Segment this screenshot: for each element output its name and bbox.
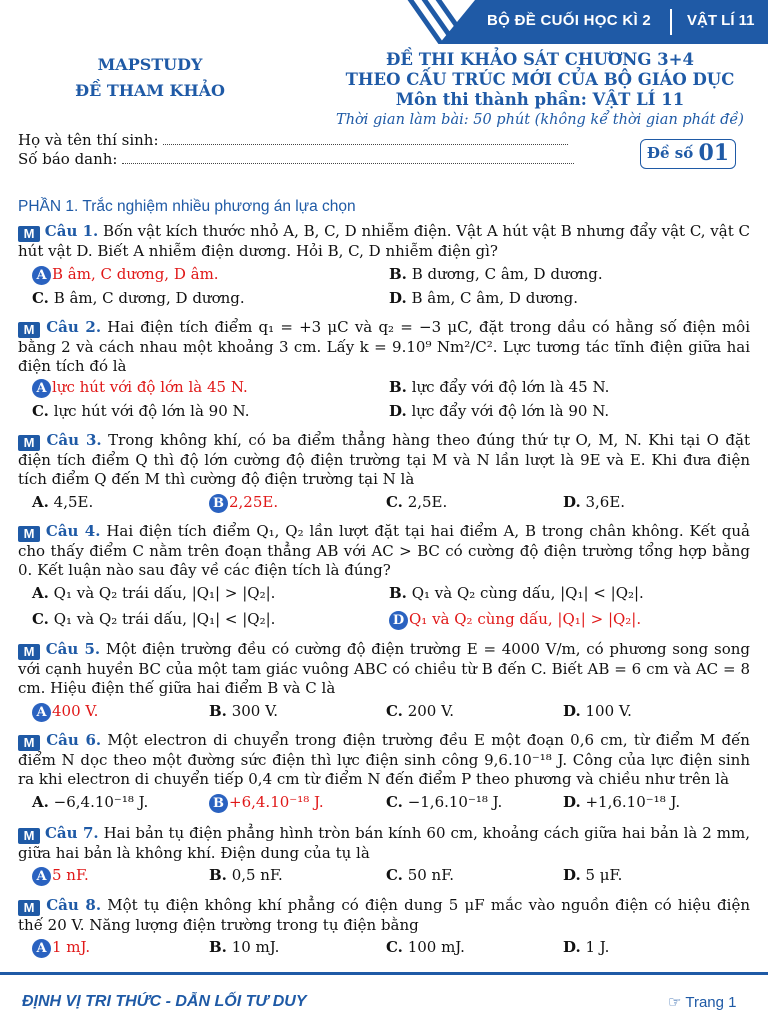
candidate-name-label: Họ và tên thí sinh: bbox=[18, 131, 159, 149]
page-indicator bbox=[668, 993, 737, 1011]
question-text: Hai điện tích điểm q₁ = +3 μC và q₂ = −3 μC, đặt trong dầu có hằng số điện môi bằng 2 và cách nhau một khoảng 3 cm. Lấy k = 9.10⁹ Nm²/C². Lực tương tác tĩnh điện giữa hai điện tích đó là bbox=[18, 318, 750, 375]
mapstudy-logo-icon: M bbox=[18, 900, 40, 916]
exam-title-block bbox=[320, 50, 760, 130]
option-c[interactable]: C. 2,5E. bbox=[386, 493, 448, 511]
candidate-id-field bbox=[18, 150, 574, 168]
option-d[interactable]: D. lực đẩy với độ lớn là 90 N. bbox=[389, 402, 610, 420]
option-d[interactable]: D. +1,6.10⁻¹⁸ J. bbox=[563, 793, 681, 811]
option-a[interactable]: A 5 nF. bbox=[32, 866, 89, 886]
question bbox=[18, 318, 750, 376]
answer-circle-icon: A bbox=[32, 703, 51, 722]
answer-circle-icon: A bbox=[32, 939, 51, 958]
option-d[interactable]: D. 1 J. bbox=[563, 938, 610, 956]
org-block bbox=[60, 52, 240, 104]
org-name: MAPSTUDY bbox=[97, 55, 203, 74]
question-text: Một electron di chuyển trong điện trường đều E một đoạn 0,6 cm, từ điểm M đến điểm N dọc theo một đường sức điện thì lực điện sinh công 9,6.10⁻¹⁸ J. Công của lực điện sinh ra khi electron di chuyển tiếp 0,4 cm từ điểm N đến điểm P theo phương và chiều như trên là bbox=[18, 731, 750, 788]
question bbox=[18, 731, 750, 789]
option-b[interactable]: B. B dương, C âm, D dương. bbox=[389, 265, 603, 283]
question-number: Câu 1. bbox=[44, 222, 99, 240]
exam-time: Thời gian làm bài: 50 phút (không kể thời gian phát đề) bbox=[336, 112, 744, 128]
banner-divider bbox=[670, 9, 672, 35]
question-number: Câu 6. bbox=[46, 731, 102, 749]
answer-circle-icon: B bbox=[209, 494, 228, 513]
option-b[interactable]: B. lực đẩy với độ lớn là 45 N. bbox=[389, 378, 610, 396]
option-b[interactable]: B +6,4.10⁻¹⁸ J. bbox=[209, 793, 324, 813]
exam-number-box bbox=[640, 139, 736, 169]
question-number: Câu 3. bbox=[46, 431, 102, 449]
question-text: Một điện trường đều có cường độ điện trường E = 4000 V/m, có phương song song với cạnh huyền BC của một tam giác vuông ABC có chiều từ B đến C. Biết AB = 6 cm và AC = 8 cm. Hiệu điện thế giữa hai điểm B và C là bbox=[18, 640, 750, 697]
question bbox=[18, 431, 750, 489]
option-d[interactable]: D. B âm, C âm, D dương. bbox=[389, 289, 579, 307]
question-number: Câu 8. bbox=[46, 896, 102, 914]
option-c[interactable]: C. B âm, C dương, D dương. bbox=[32, 289, 245, 307]
answer-circle-icon: D bbox=[389, 611, 408, 630]
option-a[interactable]: A B âm, C dương, D âm. bbox=[32, 265, 219, 285]
page-footer bbox=[0, 972, 768, 1024]
question-number: Câu 2. bbox=[46, 318, 102, 336]
part-heading: PHẦN 1. Trắc nghiệm nhiều phương án lựa chọn bbox=[18, 198, 356, 215]
subject-tag: VẬT LÍ 11 bbox=[687, 12, 755, 29]
exam-number: 01 bbox=[698, 140, 730, 166]
question-number: Câu 7. bbox=[44, 824, 99, 842]
question bbox=[18, 824, 750, 863]
question-text: Trong không khí, có ba điểm thẳng hàng theo đúng thứ tự O, M, N. Khi tại O đặt điện tích điểm Q thì độ lớn cường độ điện trường tại M và N lần lượt là 9E và E. Khi đưa điện tích điểm Q đến M thì cường độ điện trường tại N là bbox=[18, 431, 750, 488]
option-b[interactable]: B 2,25E. bbox=[209, 493, 278, 513]
option-a[interactable]: A 400 V. bbox=[32, 702, 98, 722]
mapstudy-logo-icon: M bbox=[18, 435, 40, 451]
question-text: Bốn vật kích thước nhỏ A, B, C, D nhiễm điện. Vật A hút vật B nhưng đẩy vật C, vật C hút vật D. Biết A nhiễm điện dương. Hỏi B, C, D nhiễm điện gì? bbox=[18, 222, 750, 260]
question bbox=[18, 222, 750, 261]
option-d[interactable]: D Q₁ và Q₂ cùng dấu, |Q₁| > |Q₂|. bbox=[389, 610, 641, 630]
exam-subject: Môn thi thành phần: VẬT LÍ 11 bbox=[395, 90, 685, 109]
candidate-name-field bbox=[18, 131, 568, 149]
option-c[interactable]: C. −1,6.10⁻¹⁸ J. bbox=[386, 793, 503, 811]
footer-slogan: ĐỊNH VỊ TRI THỨC - DẪN LỐI TƯ DUY bbox=[22, 993, 307, 1010]
doc-type: ĐỀ THAM KHẢO bbox=[75, 81, 225, 100]
option-a[interactable]: A lực hút với độ lớn là 45 N. bbox=[32, 378, 248, 398]
option-b[interactable]: B. 10 mJ. bbox=[209, 938, 280, 956]
top-banner bbox=[395, 0, 768, 44]
exam-title-1: ĐỀ THI KHẢO SÁT CHƯƠNG 3+4 bbox=[386, 50, 694, 69]
exam-number-label: Đề số bbox=[646, 144, 694, 162]
option-c[interactable]: C. lực hút với độ lớn là 90 N. bbox=[32, 402, 250, 420]
mapstudy-logo-icon: M bbox=[18, 526, 40, 542]
option-c[interactable]: C. 50 nF. bbox=[386, 866, 455, 884]
question bbox=[18, 896, 750, 935]
mapstudy-logo-icon: M bbox=[18, 735, 40, 751]
option-a[interactable]: A. 4,5E. bbox=[32, 493, 94, 511]
option-d[interactable]: D. 5 μF. bbox=[563, 866, 623, 884]
question bbox=[18, 522, 750, 580]
answer-circle-icon: A bbox=[32, 266, 51, 285]
mapstudy-logo-icon: M bbox=[18, 828, 40, 844]
question-text: Hai điện tích điểm Q₁, Q₂ lần lượt đặt tại hai điểm A, B trong chân không. Kết quả cho thấy điểm C nằm trên đoạn thẳng AB với AC > BC có cường độ điện trường tổng hợp bằng 0. Kết luận nào sau đây về các điện tích là đúng? bbox=[18, 522, 751, 579]
mapstudy-logo-icon: M bbox=[18, 322, 40, 338]
pointing-hand-icon: ☞ bbox=[668, 994, 682, 1011]
answer-circle-icon: A bbox=[32, 379, 51, 398]
question-text: Một tụ điện không khí phẳng có điện dung 5 μF mắc vào nguồn điện có hiệu điện thế 20 V. Năng lượng điện trường trong tụ điện bằng bbox=[18, 896, 750, 934]
candidate-name-line[interactable] bbox=[163, 133, 568, 145]
page-number: Trang 1 bbox=[685, 994, 737, 1011]
answer-circle-icon: B bbox=[209, 794, 228, 813]
option-a[interactable]: A 1 mJ. bbox=[32, 938, 90, 958]
answer-circle-icon: A bbox=[32, 867, 51, 886]
mapstudy-logo-icon: M bbox=[18, 644, 40, 660]
option-c[interactable]: C. Q₁ và Q₂ trái dấu, |Q₁| < |Q₂|. bbox=[32, 610, 276, 628]
option-d[interactable]: D. 3,6E. bbox=[563, 493, 626, 511]
option-a[interactable]: A. −6,4.10⁻¹⁸ J. bbox=[32, 793, 149, 811]
option-b[interactable]: B. 300 V. bbox=[209, 702, 279, 720]
option-b[interactable]: B. Q₁ và Q₂ cùng dấu, |Q₁| < |Q₂|. bbox=[389, 584, 644, 602]
question bbox=[18, 640, 750, 698]
exam-title-2: THEO CẤU TRÚC MỚI CỦA BỘ GIÁO DỤC bbox=[345, 70, 735, 89]
candidate-id-line[interactable] bbox=[122, 152, 574, 164]
option-a[interactable]: A. Q₁ và Q₂ trái dấu, |Q₁| > |Q₂|. bbox=[32, 584, 276, 602]
candidate-id-label: Số báo danh: bbox=[18, 150, 118, 168]
option-c[interactable]: C. 200 V. bbox=[386, 702, 455, 720]
question-number: Câu 5. bbox=[45, 640, 101, 658]
series-label: BỘ ĐỀ CUỐI HỌC KÌ 2 bbox=[487, 12, 652, 29]
option-c[interactable]: C. 100 mJ. bbox=[386, 938, 465, 956]
option-d[interactable]: D. 100 V. bbox=[563, 702, 632, 720]
question-number: Câu 4. bbox=[45, 522, 101, 540]
mapstudy-logo-icon: M bbox=[18, 226, 40, 242]
option-b[interactable]: B. 0,5 nF. bbox=[209, 866, 283, 884]
question-text: Hai bản tụ điện phẳng hình tròn bán kính 60 cm, khoảng cách giữa hai bản là 2 mm, giữa hai bản là không khí. Điện dung của tụ là bbox=[18, 824, 750, 862]
